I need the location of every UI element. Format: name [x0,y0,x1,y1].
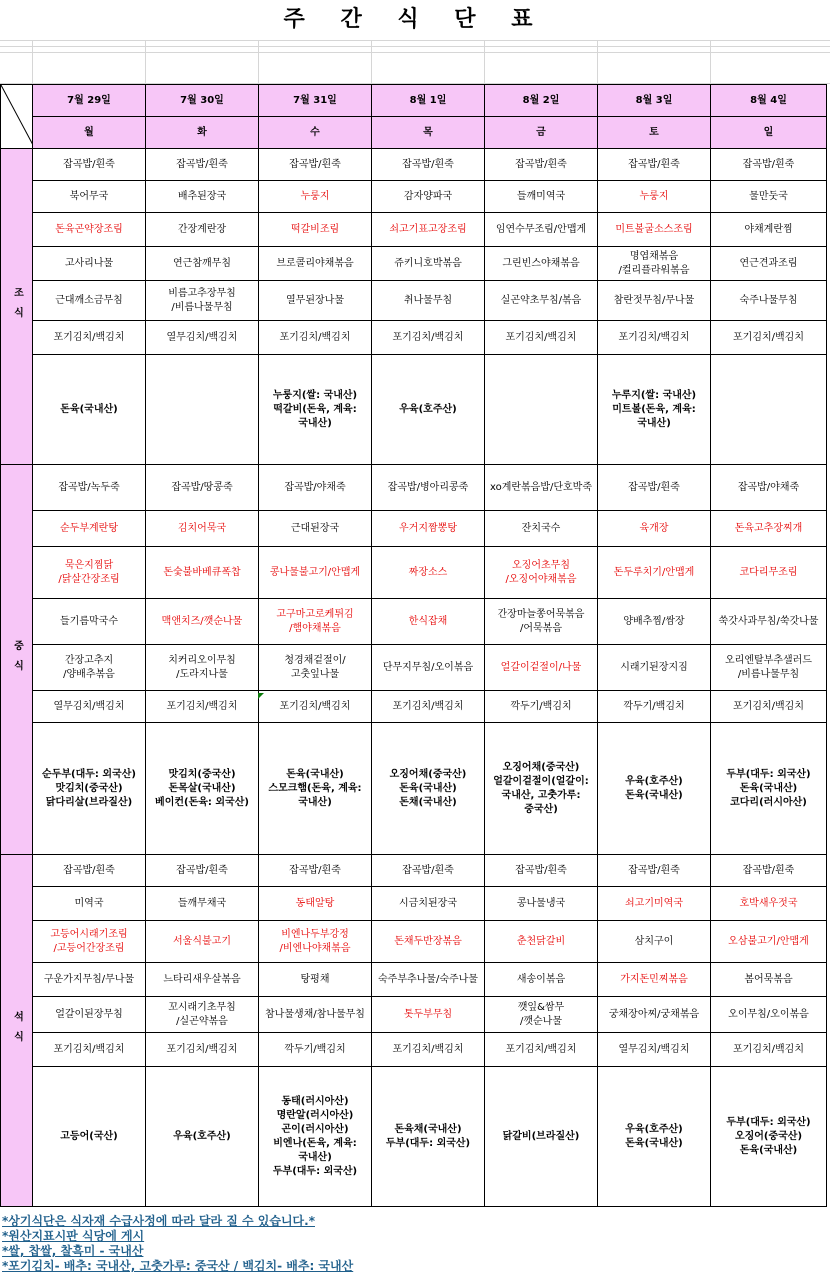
menu-row [1,465,827,511]
footer-note: *포기김치- 배추: 국내산, 고춧가루: 중국산 / 백김치- 배추: 국내산 [2,1259,354,1273]
menu-item: 시래기된장지짐 [598,645,711,691]
menu-item: 연근참깨무침 [146,247,259,281]
menu-item: 포기김치/백김치 [372,691,485,723]
origin-cell: 누룽지(쌀: 국내산) 떡갈비(돈육, 계육: 국내산) [259,355,372,465]
menu-row [1,355,827,465]
origin-cell: 두부(대두: 외국산) 오징어(중국산) 돈육(국내산) [711,1067,827,1207]
menu-item: 물만둣국 [711,181,827,213]
menu-item: 잡곡밥/흰죽 [33,855,146,887]
menu-item: 임연수무조림/안맵게 [485,213,598,247]
menu-item: 돈육고추장찌개 [711,511,827,547]
origin-cell [146,355,259,465]
menu-item: 열무된장나물 [259,281,372,321]
menu-item: 쑥갓사과무침/쑥갓나물 [711,599,827,645]
menu-item: 근대깨소금무침 [33,281,146,321]
menu-item: 열무김치/백김치 [598,1033,711,1067]
menu-item: 간장계란장 [146,213,259,247]
menu-item: 잡곡밥/흰죽 [372,855,485,887]
origin-cell: 맛김치(중국산) 돈목살(국내산) 베이컨(돈육: 외국산) [146,723,259,855]
menu-item: 탕평채 [259,963,372,997]
menu-item: 포기김치/백김치 [33,321,146,355]
menu-item: 미트볼굴소스조림 [598,213,711,247]
menu-item: 짜장소스 [372,547,485,599]
menu-item: 포기김치/백김치 [146,691,259,723]
menu-item: 깍두기/백김치 [485,691,598,723]
menu-row [1,645,827,691]
page-title: 주 간 식 단 표 [283,7,547,32]
menu-item: 들깨미역국 [485,181,598,213]
day-cell: 목 [372,117,485,149]
footer-note: *쌀, 찹쌀, 찰흑미 - 국내산 [2,1244,144,1258]
menu-item: 잡곡밥/흰죽 [146,149,259,181]
menu-item: 간장마늘쫑어묵볶음 /어묵볶음 [485,599,598,645]
date-row [1,85,827,117]
meal-label: 조식 [1,149,33,465]
menu-item: 돈육곤약장조림 [33,213,146,247]
menu-item: 구운가지무침/무나물 [33,963,146,997]
menu-item: 들기름막국수 [33,599,146,645]
menu-item: 삼치구이 [598,921,711,963]
menu-item: 열무김치/백김치 [146,321,259,355]
menu-item: 참나물생채/참나물무침 [259,997,372,1033]
menu-item: 잡곡밥/병아리콩죽 [372,465,485,511]
menu-item: 맥앤치즈/깻순나물 [146,599,259,645]
menu-item: 미역국 [33,887,146,921]
menu-item: 감자양파국 [372,181,485,213]
menu-item: 육개장 [598,511,711,547]
menu-item: xo계란볶음밥/단호박죽 [485,465,598,511]
menu-item: 김치어묵국 [146,511,259,547]
footer-note: *원산지표시판 식당에 게시 [2,1229,145,1243]
menu-item: 간장고추지 /양배추볶음 [33,645,146,691]
menu-item: 고등어시래기조림 /고등어간장조림 [33,921,146,963]
menu-item: 돈채두반장볶음 [372,921,485,963]
menu-row [1,547,827,599]
menu-item: 깍두기/백김치 [598,691,711,723]
menu-item: 얼갈이겉절이/나물 [485,645,598,691]
menu-row [1,691,827,723]
menu-row [1,1067,827,1207]
menu-item: 잡곡밥/야채죽 [711,465,827,511]
menu-item: 포기김치/백김치 [372,1033,485,1067]
footer-note: *상기식단은 식자재 수급사정에 따라 달라 질 수 있습니다.* [2,1214,315,1228]
menu-item: 잡곡밥/흰죽 [33,149,146,181]
day-cell: 화 [146,117,259,149]
origin-cell: 두부(대두: 외국산) 돈육(국내산) 코다리(러시아산) [711,723,827,855]
origin-cell: 돈육(국내산) [33,355,146,465]
menu-item: 오리엔탈부추샐러드 /비름나물무침 [711,645,827,691]
origin-cell [711,355,827,465]
menu-item: 잡곡밥/흰죽 [485,149,598,181]
menu-item: 단무지무침/오이볶음 [372,645,485,691]
menu-item: 청경채겉절이/고춧잎나물 [259,645,372,691]
meal-label: 석식 [1,855,33,1207]
menu-row [1,149,827,181]
menu-item: 연근견과조림 [711,247,827,281]
origin-cell: 돈육채(국내산) 두부(대두: 외국산) [372,1067,485,1207]
menu-item: 취나물무침 [372,281,485,321]
origin-cell: 누루지(쌀: 국내산) 미트볼(돈육, 계육: 국내산) [598,355,711,465]
menu-item: 잡곡밥/흰죽 [598,855,711,887]
origin-cell: 우육(호주산) [372,355,485,465]
menu-item: 브로콜리야채볶음 [259,247,372,281]
menu-row [1,511,827,547]
origin-cell: 닭갈비(브라질산) [485,1067,598,1207]
menu-item: 비름고추장무침 /비름나물무침 [146,281,259,321]
menu-item: 오삼불고기/안맵게 [711,921,827,963]
menu-item: 고사리나물 [33,247,146,281]
menu-item: 떡갈비조림 [259,213,372,247]
menu-item: 서울식불고기 [146,921,259,963]
menu-item: 근대된장국 [259,511,372,547]
menu-item: 오징어초무침 /오징어야채볶음 [485,547,598,599]
day-row [1,117,827,149]
spreadsheet-grid [0,40,830,84]
menu-item: 오이무침/오이볶음 [711,997,827,1033]
date-cell: 8월 1일 [372,85,485,117]
menu-item: 포기김치/백김치 [146,1033,259,1067]
menu-row [1,921,827,963]
menu-item: 치커리오이무침 /도라지나물 [146,645,259,691]
day-cell: 일 [711,117,827,149]
menu-item: 잡곡밥/흰죽 [259,855,372,887]
menu-row [1,213,827,247]
menu-item: 포기김치/백김치 [33,1033,146,1067]
menu-item: 가지돈민찌볶음 [598,963,711,997]
menu-item: 잔치국수 [485,511,598,547]
menu-item: 포기김치/백김치 [598,321,711,355]
origin-cell: 고등어(국산) [33,1067,146,1207]
menu-item: 한식잡채 [372,599,485,645]
menu-item: 느타리새우살볶음 [146,963,259,997]
menu-item: 봄어묵볶음 [711,963,827,997]
menu-item: 열무김치/백김치 [33,691,146,723]
day-cell: 금 [485,117,598,149]
menu-item: 돈두루치기/안맵게 [598,547,711,599]
date-cell: 8월 4일 [711,85,827,117]
day-cell: 토 [598,117,711,149]
menu-item: 춘천닭갈비 [485,921,598,963]
menu-item: 양배추찜/쌈장 [598,599,711,645]
menu-item: 잡곡밥/흰죽 [259,149,372,181]
menu-row [1,599,827,645]
menu-item: 잡곡밥/흰죽 [711,149,827,181]
menu-item: 숙주나물무침 [711,281,827,321]
origin-cell: 오징어채(중국산) 돈육(국내산) 돈채(국내산) [372,723,485,855]
menu-item: 시금치된장국 [372,887,485,921]
date-cell: 7월 29일 [33,85,146,117]
menu-item: 깻잎&쌈무 /깻순나물 [485,997,598,1033]
menu-row [1,887,827,921]
menu-item: 잡곡밥/흰죽 [598,465,711,511]
menu-row [1,247,827,281]
menu-item: 배추된장국 [146,181,259,213]
menu-item: 북어무국 [33,181,146,213]
menu-row [1,997,827,1033]
weekly-menu-table [0,84,827,1207]
origin-cell: 오징어채(중국산) 얼갈이겉절이(얼갈이: 국내산, 고춧가루: 중국산) [485,723,598,855]
menu-item: 새송이볶음 [485,963,598,997]
menu-item: 콩나물불고기/안맵게 [259,547,372,599]
meal-label: 중식 [1,465,33,855]
menu-item: 호박새우젓국 [711,887,827,921]
menu-item: 포기김치/백김치 [711,1033,827,1067]
menu-row [1,963,827,997]
menu-item: 포기김치/백김치 [485,1033,598,1067]
date-cell: 8월 3일 [598,85,711,117]
menu-row [1,855,827,887]
corner-cell [1,85,33,149]
menu-item: 잡곡밥/흰죽 [485,855,598,887]
menu-item: 들깨무채국 [146,887,259,921]
menu-row [1,181,827,213]
menu-item: 코다리무조림 [711,547,827,599]
date-cell: 8월 2일 [485,85,598,117]
menu-item: 잡곡밥/야채죽 [259,465,372,511]
origin-cell [485,355,598,465]
menu-item: 포기김치/백김치 [485,321,598,355]
menu-item: 잡곡밥/녹두죽 [33,465,146,511]
menu-row [1,281,827,321]
date-cell: 7월 31일 [259,85,372,117]
date-cell: 7월 30일 [146,85,259,117]
menu-item: 잡곡밥/흰죽 [146,855,259,887]
origin-cell: 우육(호주산) 돈육(국내산) [598,723,711,855]
menu-item: 비엔나두부강정 /비엔나야채볶음 [259,921,372,963]
menu-item: 쥬키니호박볶음 [372,247,485,281]
menu-item: 우거지짬뽕탕 [372,511,485,547]
menu-row [1,1033,827,1067]
comment-marker [258,693,264,699]
menu-item: 그린빈스야채볶음 [485,247,598,281]
menu-item: 실곤약초무침/볶음 [485,281,598,321]
menu-item: 얼갈이된장무침 [33,997,146,1033]
menu-item: 쇠고기미역국 [598,887,711,921]
origin-cell: 동태(러시아산) 명란알(러시아산) 곤이(러시아산) 비엔나(돈육, 계육: 국내산) 두부(대두: 외국산) [259,1067,372,1207]
menu-item: 누룽지 [598,181,711,213]
menu-item: 명엽채볶음 /컬리플라워볶음 [598,247,711,281]
origin-cell: 순두부(대두: 외국산) 맛김치(중국산) 닭다리살(브라질산) [33,723,146,855]
diagonal-line [1,85,33,145]
menu-item: 포기김치/백김치 [372,321,485,355]
menu-item: 잡곡밥/흰죽 [598,149,711,181]
menu-item: 톳두부무침 [372,997,485,1033]
origin-cell: 우육(호주산) [146,1067,259,1207]
origin-cell: 우육(호주산) 돈육(국내산) [598,1067,711,1207]
menu-item: 고구마고로케튀김 /햄야채볶음 [259,599,372,645]
menu-row [1,321,827,355]
menu-item: 야채계란찜 [711,213,827,247]
menu-item: 순두부계란탕 [33,511,146,547]
menu-item: 잡곡밥/땅콩죽 [146,465,259,511]
menu-item: 누룽지 [259,181,372,213]
menu-item: 동태알탕 [259,887,372,921]
menu-item: 묵은지찜닭 /닭살간장조림 [33,547,146,599]
menu-item: 깍두기/백김치 [259,1033,372,1067]
day-cell: 수 [259,117,372,149]
menu-item: 잡곡밥/흰죽 [372,149,485,181]
menu-item: 포기김치/백김치 [711,691,827,723]
menu-item: 숙주부추나물/숙주나물 [372,963,485,997]
menu-item: 꼬시래기초무침 /실곤약볶음 [146,997,259,1033]
origin-cell: 돈육(국내산) 스모크햄(돈육, 계육: 국내산) [259,723,372,855]
menu-item: 쇠고기표고장조림 [372,213,485,247]
menu-item: 참란젓무침/무나물 [598,281,711,321]
footer-notes [2,1214,828,1274]
menu-item: 콩나물냉국 [485,887,598,921]
menu-item: 포기김치/백김치 [711,321,827,355]
menu-item: 포기김치/백김치 [259,321,372,355]
menu-item: 포기김치/백김치 [259,691,372,723]
menu-row [1,723,827,855]
menu-item: 돈숯불바베큐폭찹 [146,547,259,599]
menu-item: 궁채장아찌/궁채볶음 [598,997,711,1033]
day-cell: 월 [33,117,146,149]
menu-item: 잡곡밥/흰죽 [711,855,827,887]
